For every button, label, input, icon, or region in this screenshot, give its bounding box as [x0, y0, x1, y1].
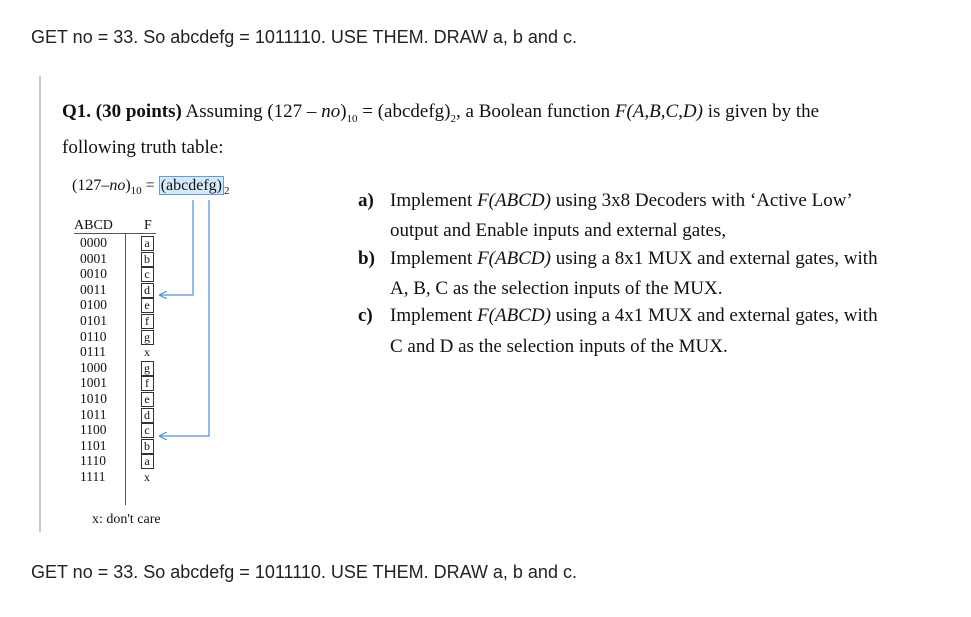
table-row-output: a	[140, 453, 154, 469]
part-a: a) Implement F(ABCD) using 3x8 Decoders with ‘Active Low’	[358, 190, 853, 211]
table-row-input: 0101	[80, 312, 107, 328]
table-row-input: 0111	[80, 344, 106, 360]
table-row-output: e	[140, 391, 154, 407]
table-row-input: 1011	[80, 406, 107, 422]
part-a-continued: output and Enable inputs and external gates,	[390, 220, 727, 241]
arrow-line	[160, 200, 193, 295]
question-line-2: following truth table:	[62, 137, 224, 158]
equation: $(127 - no)_{10}$ = $(abcdefg)_2$	[267, 101, 457, 125]
table-row-output: c	[140, 266, 154, 282]
table-row-output: x	[144, 469, 150, 484]
table-row-input: 1010	[80, 390, 107, 406]
small-equation: $(127-no)_{10}$ = (abcdefg) $_2$	[72, 177, 230, 198]
table-row-input: 0001	[80, 250, 107, 266]
part-b: b) Implement F(ABCD) using a 8x1 MUX and external gates, with	[358, 248, 878, 269]
instruction-top: GET no = 33. So abcdefg = 1011110. USE THEM. DRAW a, b and c.	[31, 27, 577, 47]
table-row-output: c	[140, 422, 154, 438]
table-row-input: 0110	[80, 328, 107, 344]
arrow-line	[160, 200, 209, 436]
question-rest: , a Boolean function	[456, 101, 615, 122]
table-row-input: 1101	[80, 437, 107, 453]
part-b-continued: A, B, C as the selection inputs of the MUX.	[390, 278, 723, 299]
table-row-input: 1001	[80, 375, 107, 391]
assuming-text: Assuming	[185, 101, 263, 122]
table-row-input: 0100	[80, 297, 107, 313]
table-row-input: 1110	[80, 453, 106, 469]
table-row-output: a	[140, 235, 154, 251]
table-row-output: x	[144, 345, 150, 360]
abcdefg-highlight: (abcdefg)	[160, 177, 222, 194]
table-row-output: e	[140, 297, 154, 313]
function-name: F	[614, 101, 627, 122]
table-row-input: 1000	[80, 359, 107, 375]
table-row-output: b	[140, 251, 154, 267]
instruction-bottom: GET no = 33. So abcdefg = 1011110. USE THEM. DRAW a, b and c.	[31, 562, 577, 582]
truth-table-header-inputs: ABCD	[74, 218, 113, 233]
table-row-input: 1100	[80, 422, 107, 438]
table-row-output: g	[140, 329, 154, 345]
question-tail: is given by the	[702, 101, 820, 122]
part-c: c) Implement F(ABCD) using a 4x1 MUX and external gates, with	[358, 305, 878, 326]
table-row-input: 0011	[80, 281, 107, 297]
function-args: (A,B,C,D)	[626, 101, 703, 122]
table-row-input: 1111	[80, 468, 106, 484]
truth-table-header-output: F	[144, 218, 152, 233]
table-row-output: b	[140, 438, 154, 454]
table-row-input: 0000	[80, 235, 107, 250]
table-row-output: d	[140, 407, 154, 423]
dont-care-note: x: don't care	[92, 512, 161, 527]
question-number: Q1. (30 points)	[62, 101, 182, 122]
table-row-input: 0010	[80, 266, 107, 282]
table-row-output: f	[140, 375, 154, 391]
table-row-output: f	[140, 313, 154, 329]
table-row-output: g	[140, 360, 154, 376]
part-c-continued: C and D as the selection inputs of the MUX.	[390, 336, 728, 357]
table-row-output: d	[140, 282, 154, 298]
